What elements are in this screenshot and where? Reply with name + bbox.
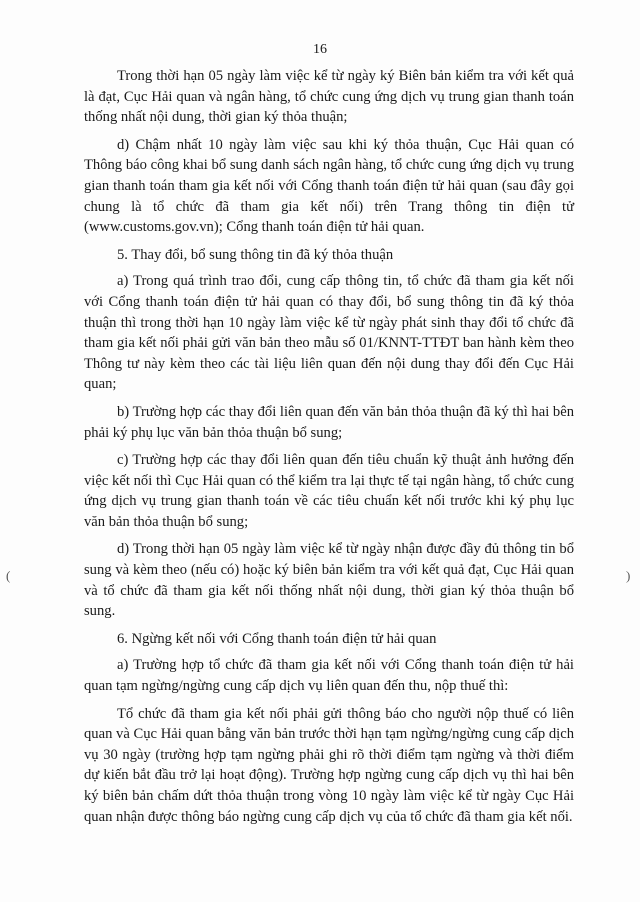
paragraph-6-notice: Tổ chức đã tham gia kết nối phải gửi thông báo cho người nộp thuế có liên quan và Cục Hải quan bằng văn bản trước thời hạn tạm ngừng/ngừng cung cấp dịch vụ 30 ngày (trường hợp tạm ngừng phải ghi rõ thời điểm tạm ngừng và thời điểm dự kiến bắt đầu trở lại hoạt động). Trường hợp ngừng cung cấp dịch vụ thì hai bên ký biên bản chấm dứt thỏa thuận trong vòng 10 ngày làm việc kể từ ngày Cục Hải quan nhận được thông báo ngừng cung cấp dịch vụ của tổ chức đã tham gia kết nối.: [84, 705, 574, 825]
paragraph-5d: d) Trong thời hạn 05 ngày làm việc kể từ ngày nhận được đầy đủ thông tin bổ sung và kèm theo (nếu có) hoặc ký biên bản kiểm tra với kết quả đạt, Cục Hải quan và tổ chức đã tham gia kết nối thống nhất nội dung, thời gian ký thỏa thuận bổ sung.: [84, 541, 574, 620]
paragraph-5a: a) Trong quá trình trao đổi, cung cấp thông tin, tổ chức đã tham gia kết nối với Cổng thanh toán điện tử hải quan có thay đổi, bổ sung thông tin đã ký thỏa thuận thì trong thời hạn 10 ngày làm việc kể từ ngày phát sinh thay đổi tổ chức đã tham gia kết nối phải gửi văn bản theo mẫu số 01/KNNT-TTĐT ban hành kèm theo Thông tư này kèm theo các tài liệu liên quan đến nội dung thay đổi đến Cục Hải quan;: [84, 273, 574, 393]
paragraph-d-public-notice: d) Chậm nhất 10 ngày làm việc sau khi ký thỏa thuận, Cục Hải quan có Thông báo công khai bổ sung danh sách ngân hàng, tổ chức cung ứng dịch vụ trung gian thanh toán tham gia kết nối với Cổng thanh toán điện tử hải quan (sau đây gọi chung là tổ chức đã tham gia kết nối) trên Trang thông tin điện tử (www.customs.gov.vn); Cổng thanh toán điện tử hải quan.: [84, 136, 574, 236]
right-margin-mark: ): [626, 568, 631, 583]
page-number: 16: [313, 42, 327, 57]
paragraph-5c: c) Trường hợp các thay đổi liên quan đến tiêu chuẩn kỹ thuật ảnh hưởng đến việc kết nối thì Cục Hải quan có thể kiểm tra lại thực tế tại ngân hàng, tổ chức cung ứng dịch vụ trung gian thanh toán về các tiêu chuẩn kết nối trước khi ký phụ lục văn bản thỏa thuận bổ sung;: [84, 452, 574, 530]
left-margin-mark: (: [6, 568, 11, 583]
section-heading-5: 5. Thay đổi, bổ sung thông tin đã ký thỏa thuận: [117, 246, 394, 263]
paragraph-6a: a) Trường hợp tổ chức đã tham gia kết nối với Cổng thanh toán điện tử hải quan tạm ngừng/ngừng cung cấp dịch vụ liên quan đến thu, nộp thuế thì:: [84, 657, 574, 695]
document-body: [84, 66, 574, 834]
paragraph-5b: b) Trường hợp các thay đổi liên quan đến văn bản thỏa thuận đã ký thì hai bên phải ký phụ lục văn bản thỏa thuận bổ sung;: [84, 403, 574, 441]
paragraph-deadline-agreement: Trong thời hạn 05 ngày làm việc kể từ ngày ký Biên bản kiểm tra với kết quả là đạt, Cục Hải quan và ngân hàng, tổ chức cung ứng dịch vụ trung gian thanh toán thống nhất nội dung, thời gian ký thỏa thuận;: [84, 68, 574, 126]
section-heading-6: 6. Ngừng kết nối với Cổng thanh toán điện tử hải quan: [117, 630, 437, 647]
